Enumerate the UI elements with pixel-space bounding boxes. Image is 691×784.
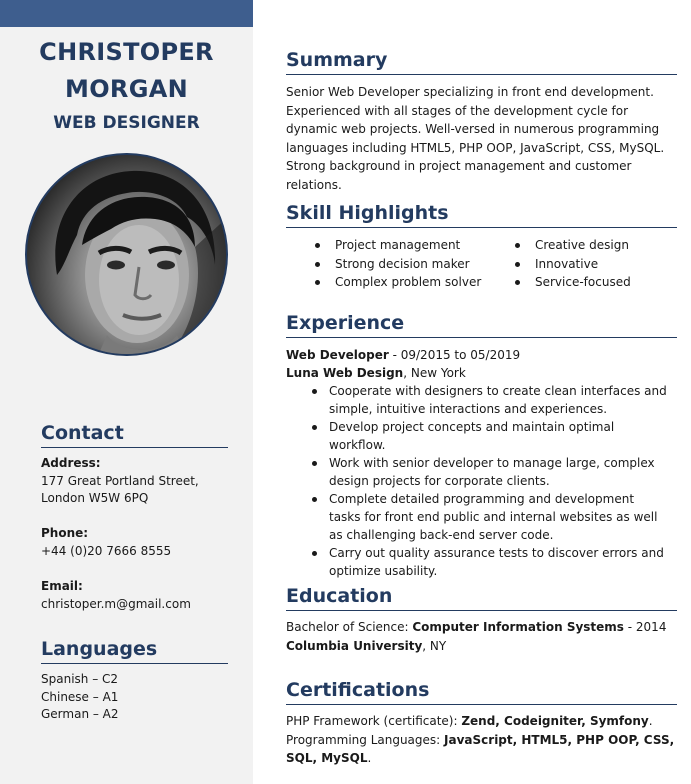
- cert-line-1-prefix: PHP Framework (certificate):: [286, 714, 462, 728]
- skills-list: [286, 236, 681, 292]
- company-line: [286, 364, 681, 382]
- job-role: Web Developer: [286, 348, 389, 362]
- company-name: Luna Web Design: [286, 366, 404, 380]
- experience-bullets: [286, 382, 681, 580]
- cert-line-2-items: JavaScript, HTML5, PHP OOP, CSS, SQL, MySQL: [286, 732, 675, 766]
- skills-heading: Skill Highlights: [286, 201, 677, 228]
- contact-phone: [41, 525, 241, 560]
- university-location: , NY: [422, 638, 447, 653]
- name-line-1: CHRISTOPER: [39, 38, 214, 66]
- address-line-2: London W5W 6PQ: [41, 491, 149, 505]
- university-line: [286, 637, 681, 656]
- certifications-heading: Certifications: [286, 678, 677, 705]
- address-line-1: 177 Great Portland Street,: [41, 473, 199, 488]
- languages-heading: Languages: [41, 637, 228, 664]
- phone-value: +44 (0)20 7666 8555: [41, 543, 172, 558]
- job-dates: - 09/2015 to 05/2019: [388, 348, 521, 362]
- cert-line-1-suffix: .: [648, 714, 653, 728]
- contact-address: [41, 455, 241, 508]
- degree-line: [286, 618, 681, 637]
- summary-heading: Summary: [286, 48, 677, 75]
- language-item: German – A2: [41, 707, 119, 721]
- education-heading: Education: [286, 584, 677, 611]
- sidebar-top-bar: [0, 0, 253, 27]
- experience-bullet: Work with senior developer to manage large, complex design projects for corporate clients.: [286, 454, 667, 490]
- skill-item: Service-focused: [486, 273, 631, 292]
- address-label: Address:: [41, 456, 101, 470]
- degree-major: Computer Information Systems: [412, 620, 624, 634]
- skill-item: Project management: [286, 236, 486, 255]
- sidebar: [0, 0, 253, 784]
- experience-bullet: Cooperate with designers to create clean interfaces and simple, intuitive interactions and experiences.: [286, 382, 667, 418]
- university-name: Columbia University: [286, 638, 423, 653]
- skill-item: Innovative: [486, 255, 631, 274]
- language-item: Chinese – A1: [41, 689, 119, 704]
- cert-line-2: [286, 731, 681, 768]
- job-line: [286, 346, 681, 364]
- degree-year: - 2014: [623, 620, 667, 634]
- profile-photo: [25, 153, 228, 356]
- skill-item: Complex problem solver: [286, 273, 486, 292]
- skills-column-1: [286, 236, 486, 292]
- certifications-entry: [286, 712, 681, 768]
- experience-bullet: Complete detailed programming and development tasks for front end public and internal websites as well as challenging back-end server code.: [286, 490, 667, 544]
- experience-bullet: Develop project concepts and maintain optimal workflow.: [286, 418, 667, 454]
- contact-email: [41, 578, 241, 613]
- cert-line-2-suffix: .: [367, 751, 372, 766]
- phone-label: Phone:: [41, 526, 89, 540]
- cert-line-1-items: Zend, Codeigniter, Symfony: [461, 714, 649, 728]
- cert-line-1: [286, 712, 681, 731]
- job-title: WEB DESIGNER: [53, 113, 200, 133]
- experience-entry: [286, 346, 681, 580]
- portrait-image: [27, 155, 228, 356]
- name-line-2: MORGAN: [65, 75, 188, 103]
- skill-item: Creative design: [486, 236, 631, 255]
- languages-list: [41, 671, 241, 724]
- skills-column-2: [486, 236, 631, 292]
- summary-text: Senior Web Developer specializing in front end development. Experienced with all stages of the development cycle for dynamic web projects. Well-versed in numerous programming languages including HTML5, PHP OOP, JavaScript, CSS, MySQL. Strong background in project management and customer relations.: [286, 85, 665, 192]
- cert-line-2-prefix: Programming Languages:: [286, 732, 445, 747]
- experience-bullet: Carry out quality assurance tests to discover errors and optimize usability.: [286, 544, 667, 580]
- email-label: Email:: [41, 579, 83, 593]
- degree-prefix: Bachelor of Science:: [286, 620, 413, 634]
- skill-item: Strong decision maker: [286, 255, 486, 274]
- contact-heading: Contact: [41, 421, 228, 448]
- candidate-name: [0, 34, 253, 108]
- email-value: christoper.m@gmail.com: [41, 596, 191, 611]
- language-item: Spanish – C2: [41, 672, 119, 686]
- education-entry: [286, 618, 681, 655]
- company-location: , New York: [403, 366, 466, 380]
- experience-heading: Experience: [286, 311, 677, 338]
